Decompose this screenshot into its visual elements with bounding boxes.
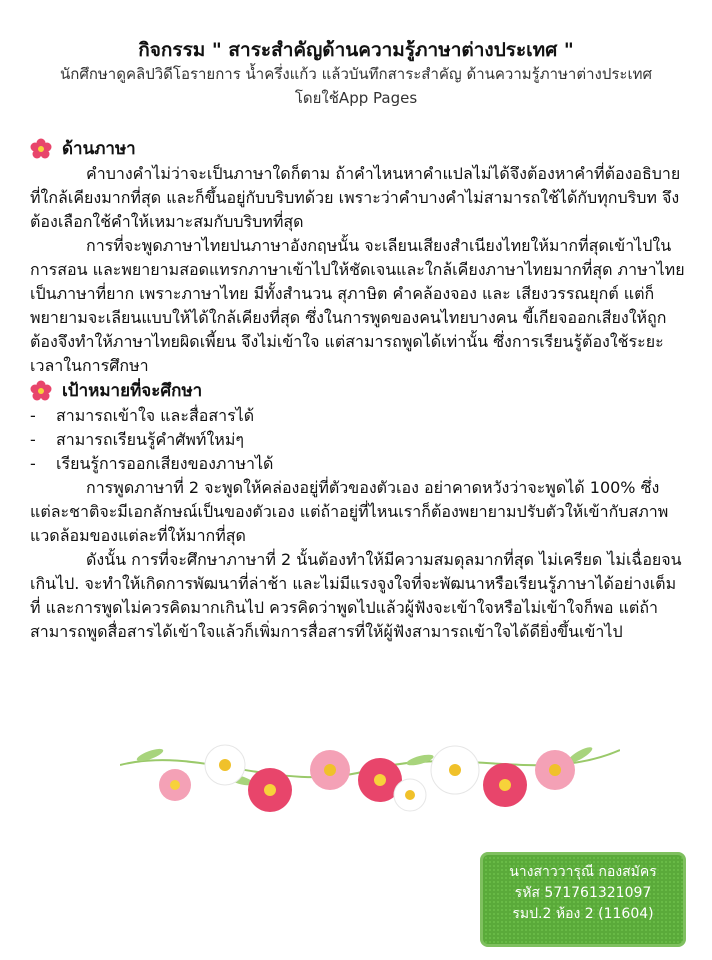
list-item-text: สามารถเข้าใจ และสื่อสารได้ (56, 406, 255, 425)
paragraph: ดังนั้น การที่จะศึกษาภาษาที่ 2 นั้นต้องทำให้มีความสมดุลมากที่สุด ไม่เครียด ไม่เฉื่อยจนเกินไป. จะทำให้เกิดการพัฒนาที่ล่าช้า และไม่มีแรงจูงใจที่จะพัฒนาหรือเรียนรู้ภาษาได้อย่างเต็มที่ และการพูดไม่ควรคิดมากเกินไป ควรคิดว่าพูดไปแล้วผู้ฟังจะเข้าใจหรือไม่เข้าใจก็พอ แต่ถ้าสามารถพูดสื่อสารได้เข้าใจแล้วก็เพิ่มการสื่อสารที่ให้ผู้ฟังสามารถเข้าใจได้ดียิ่งขึ้นเข้าไป (30, 550, 682, 641)
list-item-text: สามารถเรียนรู้คำศัพท์ใหม่ๆ (56, 430, 244, 449)
list-item-text: เรียนรู้การออกเสียงของภาษาได้ (56, 454, 274, 473)
list-item: - สามารถเรียนรู้คำศัพท์ใหม่ๆ (30, 428, 686, 452)
paragraph: คำบางคำไม่ว่าจะเป็นภาษาใดก็ตาม ถ้าคำไหนหาคำแปลไม่ได้จึงต้องหาคำที่ต้องอธิบายที่ใกล้เคียงมากที่สุด และก็ขึ้นอยู่กับบริบทด้วย เพราะว่าคำบางคำไม่สามารถใช้ได้กับทุกบริบท จึงต้องเลือกใช้คำให้เหมาะสมกับบริบทที่สุด (30, 164, 681, 231)
page-title: กิจกรรม " สาระสำคัญด้านความรู้ภาษาต่างประเทศ " (138, 39, 574, 61)
goal-list (30, 404, 686, 476)
subtitle-line-2: โดยใช้App Pages (294, 89, 418, 107)
document-body (30, 136, 686, 644)
section-heading-language (30, 136, 686, 162)
class-info: รมป.2 ห้อง 2 (11604) (512, 906, 654, 922)
subtitle-line-1: นักศึกษาดูคลิปวิดีโอรายการ น้ำครึ่งแก้ว แล้วบันทึกสาระสำคัญ ด้านความรู้ภาษาต่างประเทศ (59, 65, 652, 83)
flower-icon (30, 380, 52, 402)
author-name: นางสาววารุณี กองสมัคร (509, 864, 657, 880)
paragraph: การพูดภาษาที่ 2 จะพูดให้คล่องอยู่ที่ตัวของตัวเอง อย่าคาดหวังว่าจะพูดได้ 100% ซึ่งแต่ละชาติจะมีเอกลักษณ์เป็นของตัวเอง แต่ถ้าอยู่ที่ไหนเราก็ต้องพยายามปรับตัวให้เข้ากับสภาพแวดล้อมของแต่ละที่ให้มากที่สุด (30, 478, 669, 545)
list-item: - เรียนรู้การออกเสียงของภาษาได้ (30, 452, 686, 476)
author-card (480, 852, 686, 947)
section-heading-text: ด้านภาษา (62, 139, 136, 159)
list-item: - สามารถเข้าใจ และสื่อสารได้ (30, 404, 686, 428)
section-heading-text: เป้าหมายที่จะศึกษา (62, 381, 203, 401)
garland-flowers (159, 745, 575, 812)
document-header (0, 0, 712, 110)
flower-icon (30, 138, 52, 160)
section-heading-goals (30, 378, 686, 404)
flower-garland (120, 725, 620, 825)
paragraph: การที่จะพูดภาษาไทยปนภาษาอังกฤษนั้น จะเลียนเสียงสำเนียงไทยให้มากที่สุดเข้าไปในการสอน และพยายามสอดแทรกภาษาเข้าไปให้ชัดเจนและใกล้เคียงภาษาไทยมากที่สุด ภาษาไทยเป็นภาษาที่ยาก เพราะภาษาไทย มีทั้งสำนวน สุภาษิต คำคล้องจอง และ เสียงวรรณยุกต์ แต่ก็พยายามจะเลียนแบบให้ได้ใกล้เคียงที่สุด ซึ่งในการพูดของคนไทยบางคน ขี้เกียจออกเสียงให้ถูกต้องจึงทำให้ภาษาไทยผิดเพี้ยน จึงไม่เข้าใจ แต่สามารถพูดได้เท่านั้น ซึ่งการเรียนรู้ต้องใช้ระยะเวลาในการศึกษา (30, 236, 685, 375)
student-id: รหัส 571761321097 (514, 885, 652, 901)
